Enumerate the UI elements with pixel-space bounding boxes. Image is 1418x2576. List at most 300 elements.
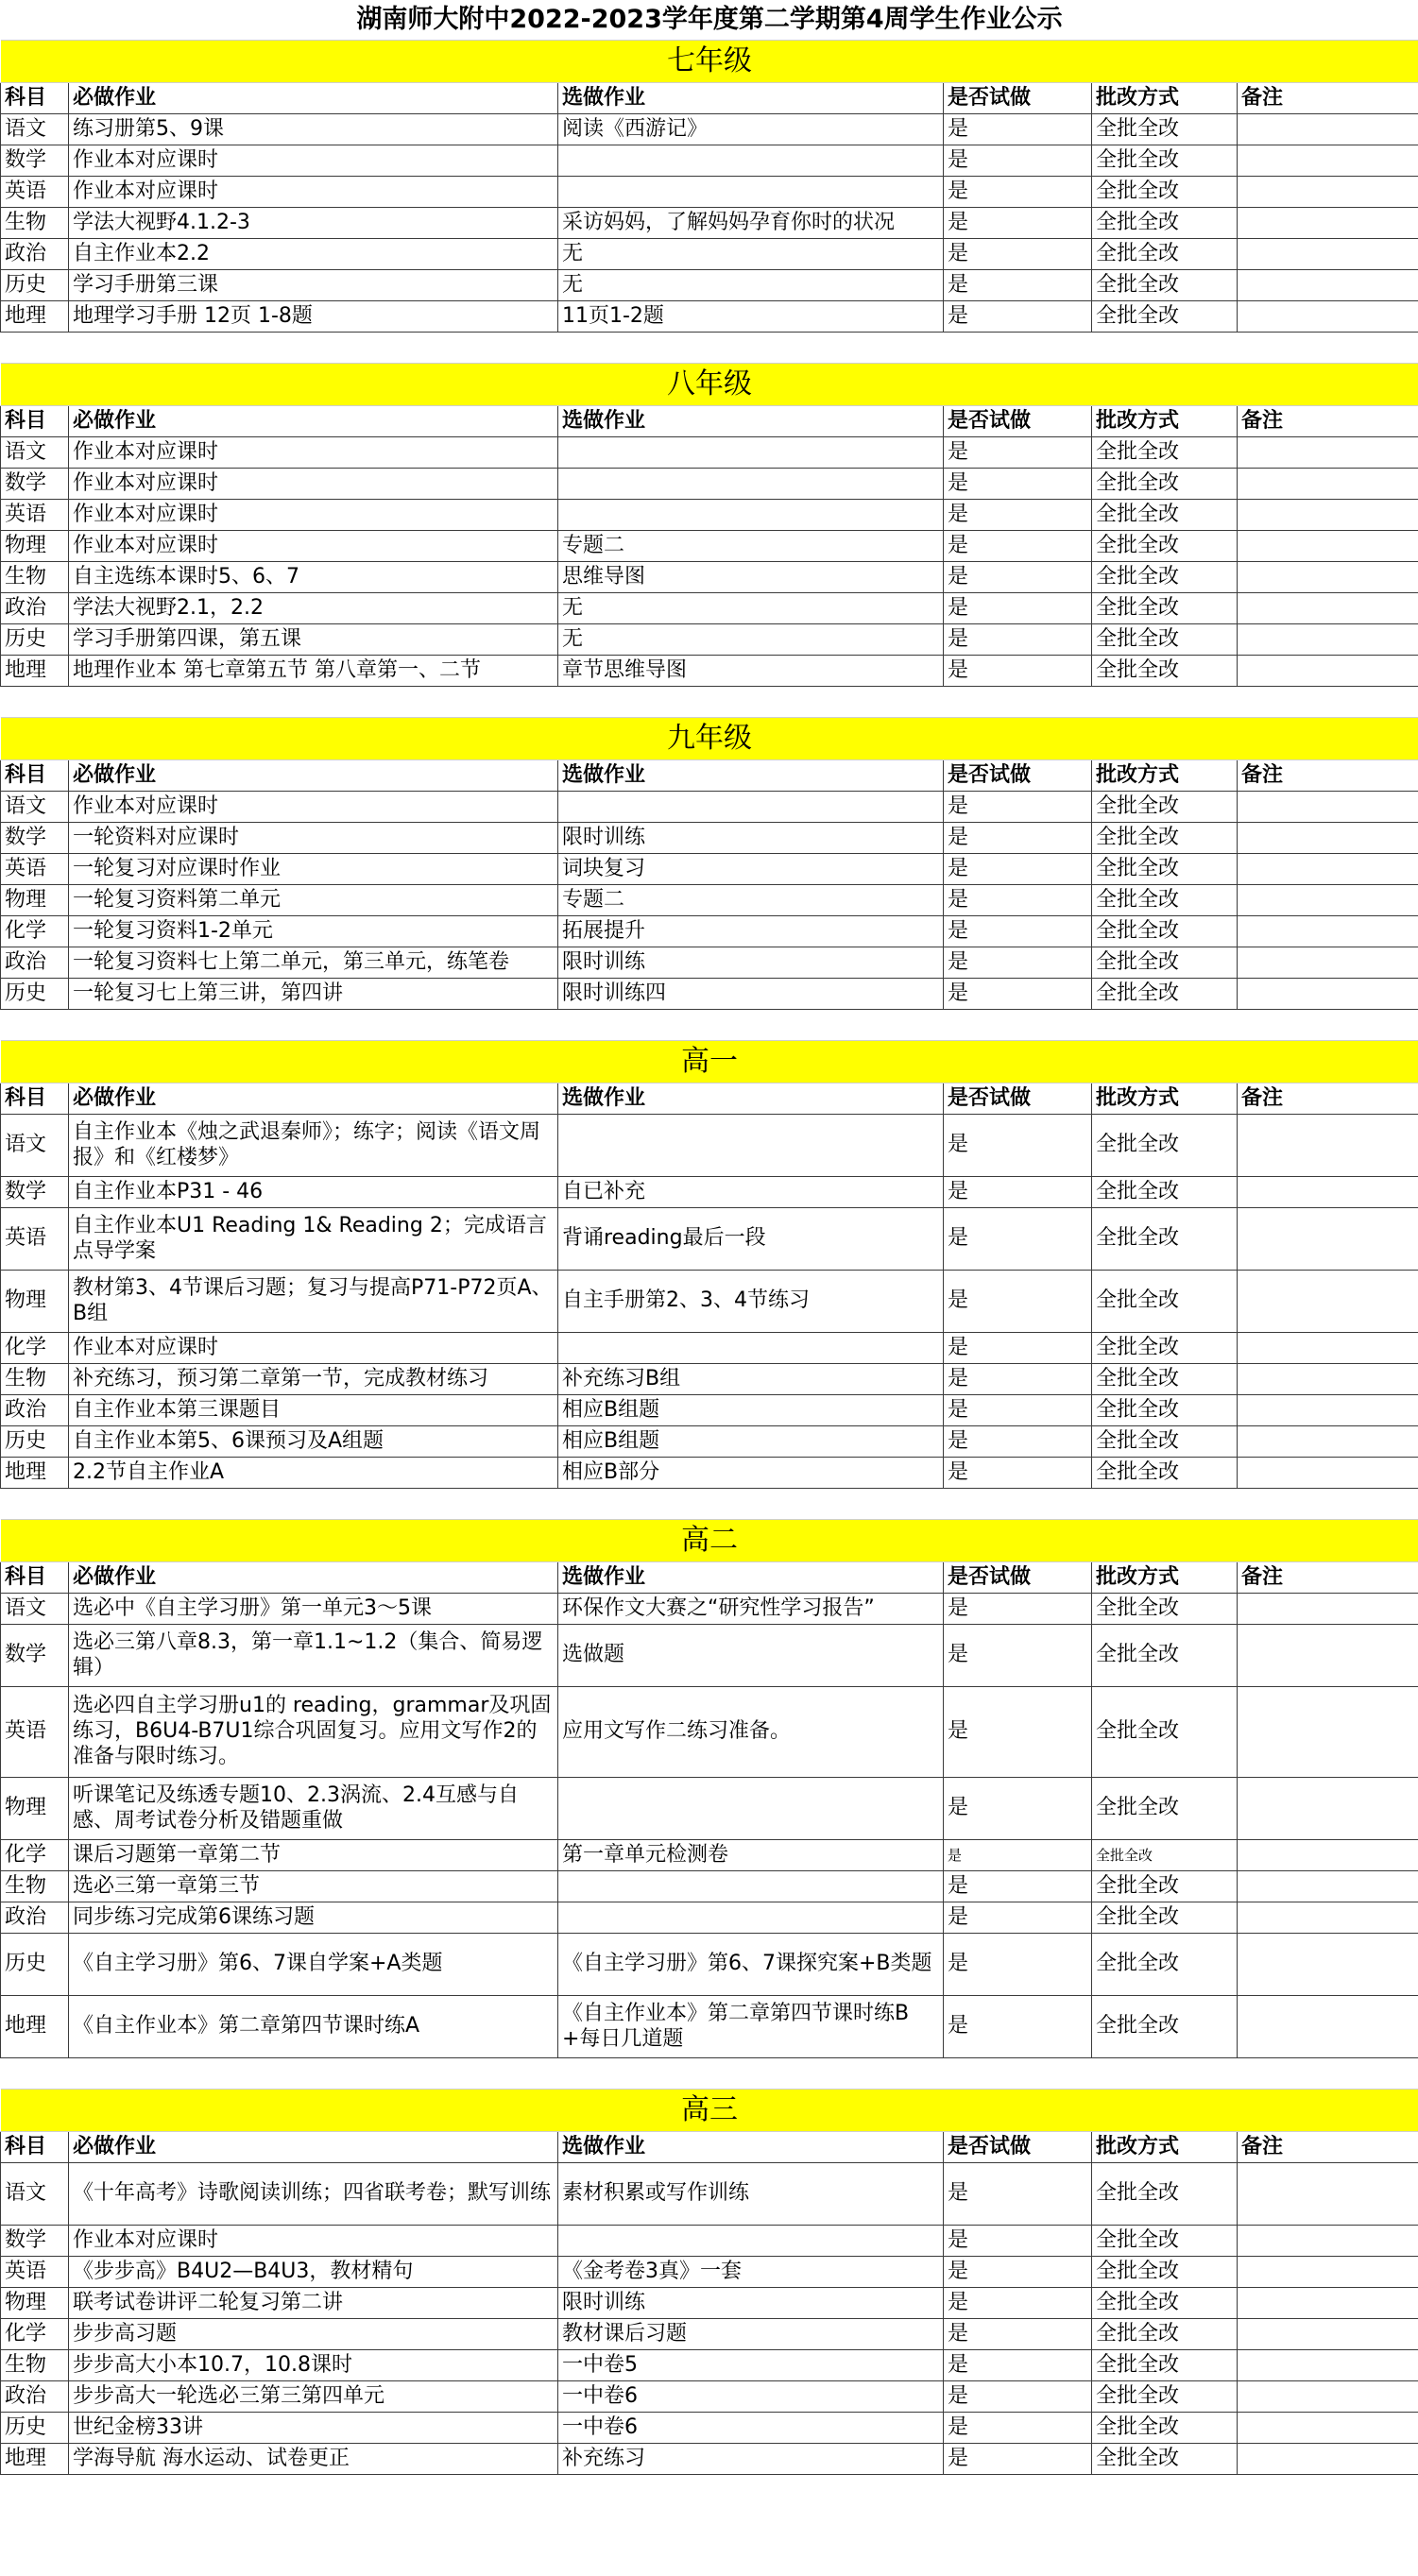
optional-cell[interactable]: 相应B组题 (558, 1395, 944, 1426)
optional-cell[interactable] (558, 1333, 944, 1364)
subject-cell[interactable]: 数学 (1, 145, 69, 177)
note-cell[interactable] (1238, 2257, 1418, 2288)
grading-cell[interactable]: 全批全改 (1092, 177, 1238, 208)
tried-cell[interactable]: 是 (944, 437, 1092, 469)
subject-cell[interactable]: 英语 (1, 500, 69, 531)
note-cell[interactable] (1238, 885, 1418, 916)
grade-label[interactable]: 八年级 (1, 364, 1418, 406)
grading-cell[interactable]: 全批全改 (1092, 885, 1238, 916)
grading-cell[interactable]: 全批全改 (1092, 1395, 1238, 1426)
tried-cell[interactable]: 是 (944, 2226, 1092, 2257)
optional-cell[interactable]: 限时训练 (558, 947, 944, 979)
note-cell[interactable] (1238, 500, 1418, 531)
note-cell[interactable] (1238, 979, 1418, 1010)
tried-cell[interactable]: 是 (944, 270, 1092, 301)
note-cell[interactable] (1238, 1902, 1418, 1934)
column-header[interactable]: 选做作业 (558, 406, 944, 437)
subject-cell[interactable]: 历史 (1, 2413, 69, 2444)
required-cell[interactable]: 《自主学习册》第6、7课自学案+A类题 (69, 1934, 558, 1996)
note-cell[interactable] (1238, 792, 1418, 823)
note-cell[interactable] (1238, 1778, 1418, 1840)
tried-cell[interactable]: 是 (944, 1271, 1092, 1333)
tried-cell[interactable]: 是 (944, 208, 1092, 239)
required-cell[interactable]: 2.2节自主作业A (69, 1458, 558, 1489)
required-cell[interactable]: 自主作业本2.2 (69, 239, 558, 270)
grading-cell[interactable]: 全批全改 (1092, 2257, 1238, 2288)
subject-cell[interactable]: 物理 (1, 2288, 69, 2319)
subject-cell[interactable]: 化学 (1, 2319, 69, 2350)
required-cell[interactable]: 作业本对应课时 (69, 177, 558, 208)
tried-cell[interactable]: 是 (944, 1177, 1092, 1208)
optional-cell[interactable]: 词块复习 (558, 854, 944, 885)
subject-cell[interactable]: 历史 (1, 1934, 69, 1996)
grading-cell[interactable]: 全批全改 (1092, 1115, 1238, 1177)
tried-cell[interactable]: 是 (944, 1115, 1092, 1177)
grading-cell[interactable]: 全批全改 (1092, 239, 1238, 270)
subject-cell[interactable]: 地理 (1, 656, 69, 687)
required-cell[interactable]: 作业本对应课时 (69, 145, 558, 177)
required-cell[interactable]: 地理作业本 第七章第五节 第八章第一、二节 (69, 656, 558, 687)
optional-cell[interactable] (558, 177, 944, 208)
grading-cell[interactable]: 全批全改 (1092, 916, 1238, 947)
note-cell[interactable] (1238, 1840, 1418, 1871)
optional-cell[interactable]: 补充练习B组 (558, 1364, 944, 1395)
column-header[interactable]: 备注 (1238, 83, 1418, 114)
subject-cell[interactable]: 英语 (1, 1687, 69, 1778)
subject-cell[interactable]: 语文 (1, 437, 69, 469)
tried-cell[interactable]: 是 (944, 177, 1092, 208)
subject-cell[interactable]: 政治 (1, 2381, 69, 2413)
optional-cell[interactable]: 环保作文大赛之“研究性学习报告” (558, 1594, 944, 1625)
grading-cell[interactable]: 全批全改 (1092, 1426, 1238, 1458)
note-cell[interactable] (1238, 270, 1418, 301)
column-header[interactable]: 科目 (1, 760, 69, 792)
required-cell[interactable]: 听课笔记及练透专题10、2.3涡流、2.4互感与自感、周考试卷分析及错题重做 (69, 1778, 558, 1840)
required-cell[interactable]: 学习手册第四课，第五课 (69, 624, 558, 656)
subject-cell[interactable]: 物理 (1, 1778, 69, 1840)
tried-cell[interactable]: 是 (944, 2444, 1092, 2475)
column-header[interactable]: 备注 (1238, 760, 1418, 792)
tried-cell[interactable]: 是 (944, 1996, 1092, 2058)
required-cell[interactable]: 《自主作业本》第二章第四节课时练A (69, 1996, 558, 2058)
subject-cell[interactable]: 生物 (1, 1871, 69, 1902)
optional-cell[interactable] (558, 437, 944, 469)
tried-cell[interactable]: 是 (944, 854, 1092, 885)
column-header[interactable]: 是否试做 (944, 83, 1092, 114)
grading-cell[interactable]: 全批全改 (1092, 593, 1238, 624)
tried-cell[interactable]: 是 (944, 2381, 1092, 2413)
grading-cell[interactable]: 全批全改 (1092, 1271, 1238, 1333)
grading-cell[interactable]: 全批全改 (1092, 1687, 1238, 1778)
required-cell[interactable]: 作业本对应课时 (69, 1333, 558, 1364)
note-cell[interactable] (1238, 1271, 1418, 1333)
tried-cell[interactable]: 是 (944, 1871, 1092, 1902)
grading-cell[interactable]: 全批全改 (1092, 1840, 1238, 1871)
note-cell[interactable] (1238, 301, 1418, 333)
column-header[interactable]: 必做作业 (69, 406, 558, 437)
column-header[interactable]: 是否试做 (944, 1083, 1092, 1115)
subject-cell[interactable]: 地理 (1, 2444, 69, 2475)
subject-cell[interactable]: 数学 (1, 469, 69, 500)
tried-cell[interactable]: 是 (944, 885, 1092, 916)
subject-cell[interactable]: 地理 (1, 1996, 69, 2058)
tried-cell[interactable]: 是 (944, 1902, 1092, 1934)
optional-cell[interactable] (558, 1778, 944, 1840)
note-cell[interactable] (1238, 2319, 1418, 2350)
tried-cell[interactable]: 是 (944, 1458, 1092, 1489)
column-header[interactable]: 批改方式 (1092, 760, 1238, 792)
grading-cell[interactable]: 全批全改 (1092, 114, 1238, 145)
required-cell[interactable]: 步步高大一轮选必三第三第四单元 (69, 2381, 558, 2413)
optional-cell[interactable]: 无 (558, 239, 944, 270)
required-cell[interactable]: 选必中《自主学习册》第一单元3～5课 (69, 1594, 558, 1625)
tried-cell[interactable]: 是 (944, 531, 1092, 562)
tried-cell[interactable]: 是 (944, 947, 1092, 979)
optional-cell[interactable]: 章节思维导图 (558, 656, 944, 687)
grading-cell[interactable]: 全批全改 (1092, 1177, 1238, 1208)
tried-cell[interactable]: 是 (944, 823, 1092, 854)
subject-cell[interactable]: 政治 (1, 593, 69, 624)
required-cell[interactable]: 教材第3、4节课后习题；复习与提高P71-P72页A、B组 (69, 1271, 558, 1333)
optional-cell[interactable]: 第一章单元检测卷 (558, 1840, 944, 1871)
optional-cell[interactable]: 《金考卷3真》一套 (558, 2257, 944, 2288)
required-cell[interactable]: 作业本对应课时 (69, 2226, 558, 2257)
required-cell[interactable]: 联考试卷讲评二轮复习第二讲 (69, 2288, 558, 2319)
subject-cell[interactable]: 语文 (1, 2163, 69, 2226)
grade-label[interactable]: 高二 (1, 1520, 1418, 1562)
column-header[interactable]: 批改方式 (1092, 2132, 1238, 2163)
required-cell[interactable]: 自主作业本P31 - 46 (69, 1177, 558, 1208)
subject-cell[interactable]: 数学 (1, 1177, 69, 1208)
grading-cell[interactable]: 全批全改 (1092, 2350, 1238, 2381)
tried-cell[interactable]: 是 (944, 2413, 1092, 2444)
note-cell[interactable] (1238, 1364, 1418, 1395)
optional-cell[interactable]: 相应B组题 (558, 1426, 944, 1458)
optional-cell[interactable]: 专题二 (558, 885, 944, 916)
column-header[interactable]: 必做作业 (69, 2132, 558, 2163)
subject-cell[interactable]: 政治 (1, 239, 69, 270)
tried-cell[interactable]: 是 (944, 1840, 1092, 1871)
grading-cell[interactable]: 全批全改 (1092, 656, 1238, 687)
optional-cell[interactable]: 11页1-2题 (558, 301, 944, 333)
grading-cell[interactable]: 全批全改 (1092, 1778, 1238, 1840)
grade-label[interactable]: 高三 (1, 2090, 1418, 2132)
note-cell[interactable] (1238, 208, 1418, 239)
subject-cell[interactable]: 历史 (1, 270, 69, 301)
column-header[interactable]: 是否试做 (944, 760, 1092, 792)
note-cell[interactable] (1238, 1458, 1418, 1489)
optional-cell[interactable]: 无 (558, 624, 944, 656)
note-cell[interactable] (1238, 1115, 1418, 1177)
subject-cell[interactable]: 语文 (1, 1594, 69, 1625)
required-cell[interactable]: 作业本对应课时 (69, 500, 558, 531)
grading-cell[interactable]: 全批全改 (1092, 854, 1238, 885)
required-cell[interactable]: 作业本对应课时 (69, 469, 558, 500)
tried-cell[interactable]: 是 (944, 2257, 1092, 2288)
tried-cell[interactable]: 是 (944, 145, 1092, 177)
required-cell[interactable]: 地理学习手册 12页 1-8题 (69, 301, 558, 333)
optional-cell[interactable]: 自已补充 (558, 1177, 944, 1208)
note-cell[interactable] (1238, 437, 1418, 469)
optional-cell[interactable]: 相应B部分 (558, 1458, 944, 1489)
required-cell[interactable]: 同步练习完成第6课练习题 (69, 1902, 558, 1934)
note-cell[interactable] (1238, 1177, 1418, 1208)
grading-cell[interactable]: 全批全改 (1092, 1458, 1238, 1489)
column-header[interactable]: 必做作业 (69, 83, 558, 114)
column-header[interactable]: 批改方式 (1092, 1083, 1238, 1115)
subject-cell[interactable]: 物理 (1, 885, 69, 916)
tried-cell[interactable]: 是 (944, 1426, 1092, 1458)
column-header[interactable]: 必做作业 (69, 1562, 558, 1594)
note-cell[interactable] (1238, 2350, 1418, 2381)
note-cell[interactable] (1238, 1594, 1418, 1625)
subject-cell[interactable]: 历史 (1, 1426, 69, 1458)
tried-cell[interactable]: 是 (944, 1594, 1092, 1625)
grading-cell[interactable]: 全批全改 (1092, 437, 1238, 469)
column-header[interactable]: 批改方式 (1092, 1562, 1238, 1594)
tried-cell[interactable]: 是 (944, 593, 1092, 624)
optional-cell[interactable]: 一中卷6 (558, 2413, 944, 2444)
subject-cell[interactable]: 数学 (1, 823, 69, 854)
required-cell[interactable]: 步步高大小本10.7，10.8课时 (69, 2350, 558, 2381)
grading-cell[interactable]: 全批全改 (1092, 2163, 1238, 2226)
grading-cell[interactable]: 全批全改 (1092, 562, 1238, 593)
column-header[interactable]: 选做作业 (558, 83, 944, 114)
column-header[interactable]: 备注 (1238, 406, 1418, 437)
tried-cell[interactable]: 是 (944, 1934, 1092, 1996)
note-cell[interactable] (1238, 1625, 1418, 1687)
optional-cell[interactable]: 《自主学习册》第6、7课探究案+B类题 (558, 1934, 944, 1996)
column-header[interactable]: 科目 (1, 1562, 69, 1594)
subject-cell[interactable]: 语文 (1, 1115, 69, 1177)
required-cell[interactable]: 选必三第一章第三节 (69, 1871, 558, 1902)
note-cell[interactable] (1238, 114, 1418, 145)
required-cell[interactable]: 学习手册第三课 (69, 270, 558, 301)
subject-cell[interactable]: 语文 (1, 792, 69, 823)
column-header[interactable]: 备注 (1238, 2132, 1418, 2163)
note-cell[interactable] (1238, 593, 1418, 624)
required-cell[interactable]: 补充练习，预习第二章第一节，完成教材练习 (69, 1364, 558, 1395)
required-cell[interactable]: 《十年高考》诗歌阅读训练；四省联考卷；默写训练 (69, 2163, 558, 2226)
optional-cell[interactable]: 思维导图 (558, 562, 944, 593)
subject-cell[interactable]: 数学 (1, 1625, 69, 1687)
subject-cell[interactable]: 英语 (1, 1208, 69, 1271)
required-cell[interactable]: 学法大视野2.1，2.2 (69, 593, 558, 624)
note-cell[interactable] (1238, 624, 1418, 656)
optional-cell[interactable] (558, 500, 944, 531)
grading-cell[interactable]: 全批全改 (1092, 979, 1238, 1010)
column-header[interactable]: 备注 (1238, 1083, 1418, 1115)
column-header[interactable]: 批改方式 (1092, 83, 1238, 114)
tried-cell[interactable]: 是 (944, 114, 1092, 145)
optional-cell[interactable]: 教材课后习题 (558, 2319, 944, 2350)
tried-cell[interactable]: 是 (944, 1208, 1092, 1271)
subject-cell[interactable]: 化学 (1, 1840, 69, 1871)
required-cell[interactable]: 选必四自主学习册u1的 reading，grammar及巩固练习，B6U4-B7U1综合巩固复习。应用文写作2的准备与限时练习。 (69, 1687, 558, 1778)
grading-cell[interactable]: 全批全改 (1092, 531, 1238, 562)
grading-cell[interactable]: 全批全改 (1092, 1594, 1238, 1625)
note-cell[interactable] (1238, 1934, 1418, 1996)
optional-cell[interactable]: 限时训练 (558, 823, 944, 854)
required-cell[interactable]: 学海导航 海水运动、试卷更正 (69, 2444, 558, 2475)
subject-cell[interactable]: 化学 (1, 916, 69, 947)
grading-cell[interactable]: 全批全改 (1092, 1934, 1238, 1996)
subject-cell[interactable]: 数学 (1, 2226, 69, 2257)
note-cell[interactable] (1238, 1687, 1418, 1778)
column-header[interactable]: 科目 (1, 2132, 69, 2163)
note-cell[interactable] (1238, 2444, 1418, 2475)
grading-cell[interactable]: 全批全改 (1092, 2226, 1238, 2257)
tried-cell[interactable]: 是 (944, 500, 1092, 531)
grading-cell[interactable]: 全批全改 (1092, 1902, 1238, 1934)
grading-cell[interactable]: 全批全改 (1092, 1208, 1238, 1271)
column-header[interactable]: 是否试做 (944, 1562, 1092, 1594)
subject-cell[interactable]: 生物 (1, 562, 69, 593)
optional-cell[interactable]: 《自主作业本》第二章第四节课时练B+每日几道题 (558, 1996, 944, 2058)
tried-cell[interactable]: 是 (944, 1333, 1092, 1364)
required-cell[interactable]: 一轮资料对应课时 (69, 823, 558, 854)
optional-cell[interactable] (558, 145, 944, 177)
note-cell[interactable] (1238, 854, 1418, 885)
tried-cell[interactable]: 是 (944, 624, 1092, 656)
tried-cell[interactable]: 是 (944, 2163, 1092, 2226)
optional-cell[interactable]: 拓展提升 (558, 916, 944, 947)
note-cell[interactable] (1238, 2288, 1418, 2319)
note-cell[interactable] (1238, 1996, 1418, 2058)
column-header[interactable]: 科目 (1, 406, 69, 437)
subject-cell[interactable]: 政治 (1, 1395, 69, 1426)
required-cell[interactable]: 世纪金榜33讲 (69, 2413, 558, 2444)
required-cell[interactable]: 一轮复习七上第三讲，第四讲 (69, 979, 558, 1010)
column-header[interactable]: 是否试做 (944, 406, 1092, 437)
grading-cell[interactable]: 全批全改 (1092, 2319, 1238, 2350)
optional-cell[interactable] (558, 1902, 944, 1934)
optional-cell[interactable]: 无 (558, 270, 944, 301)
subject-cell[interactable]: 物理 (1, 531, 69, 562)
tried-cell[interactable]: 是 (944, 1778, 1092, 1840)
required-cell[interactable]: 一轮复习资料1-2单元 (69, 916, 558, 947)
note-cell[interactable] (1238, 656, 1418, 687)
required-cell[interactable]: 作业本对应课时 (69, 531, 558, 562)
note-cell[interactable] (1238, 1871, 1418, 1902)
required-cell[interactable]: 步步高习题 (69, 2319, 558, 2350)
optional-cell[interactable]: 一中卷5 (558, 2350, 944, 2381)
grading-cell[interactable]: 全批全改 (1092, 1625, 1238, 1687)
note-cell[interactable] (1238, 531, 1418, 562)
optional-cell[interactable] (558, 792, 944, 823)
required-cell[interactable]: 自主作业本第三课题目 (69, 1395, 558, 1426)
subject-cell[interactable]: 历史 (1, 979, 69, 1010)
optional-cell[interactable]: 补充练习 (558, 2444, 944, 2475)
optional-cell[interactable]: 专题二 (558, 531, 944, 562)
subject-cell[interactable]: 地理 (1, 301, 69, 333)
optional-cell[interactable]: 素材积累或写作训练 (558, 2163, 944, 2226)
tried-cell[interactable]: 是 (944, 2319, 1092, 2350)
subject-cell[interactable]: 英语 (1, 177, 69, 208)
grading-cell[interactable]: 全批全改 (1092, 2381, 1238, 2413)
subject-cell[interactable]: 政治 (1, 947, 69, 979)
subject-cell[interactable]: 英语 (1, 2257, 69, 2288)
tried-cell[interactable]: 是 (944, 2350, 1092, 2381)
subject-cell[interactable]: 英语 (1, 854, 69, 885)
optional-cell[interactable]: 采访妈妈，了解妈妈孕育你时的状况 (558, 208, 944, 239)
grading-cell[interactable]: 全批全改 (1092, 301, 1238, 333)
grading-cell[interactable]: 全批全改 (1092, 2444, 1238, 2475)
subject-cell[interactable]: 生物 (1, 2350, 69, 2381)
grading-cell[interactable]: 全批全改 (1092, 1871, 1238, 1902)
subject-cell[interactable]: 历史 (1, 624, 69, 656)
grading-cell[interactable]: 全批全改 (1092, 823, 1238, 854)
column-header[interactable]: 选做作业 (558, 760, 944, 792)
note-cell[interactable] (1238, 145, 1418, 177)
required-cell[interactable]: 练习册第5、9课 (69, 114, 558, 145)
column-header[interactable]: 必做作业 (69, 760, 558, 792)
note-cell[interactable] (1238, 2413, 1418, 2444)
note-cell[interactable] (1238, 2163, 1418, 2226)
note-cell[interactable] (1238, 2226, 1418, 2257)
tried-cell[interactable]: 是 (944, 979, 1092, 1010)
column-header[interactable]: 科目 (1, 1083, 69, 1115)
subject-cell[interactable]: 生物 (1, 208, 69, 239)
column-header[interactable]: 选做作业 (558, 1083, 944, 1115)
tried-cell[interactable]: 是 (944, 1687, 1092, 1778)
subject-cell[interactable]: 语文 (1, 114, 69, 145)
grading-cell[interactable]: 全批全改 (1092, 624, 1238, 656)
optional-cell[interactable]: 阅读《西游记》 (558, 114, 944, 145)
optional-cell[interactable] (558, 1115, 944, 1177)
note-cell[interactable] (1238, 1333, 1418, 1364)
required-cell[interactable]: 作业本对应课时 (69, 792, 558, 823)
required-cell[interactable]: 自主作业本U1 Reading 1& Reading 2；完成语言点导学案 (69, 1208, 558, 1271)
required-cell[interactable]: 自主作业本《烛之武退秦师》；练字；阅读《语文周报》和《红楼梦》 (69, 1115, 558, 1177)
grading-cell[interactable]: 全批全改 (1092, 270, 1238, 301)
note-cell[interactable] (1238, 947, 1418, 979)
grading-cell[interactable]: 全批全改 (1092, 1996, 1238, 2058)
optional-cell[interactable]: 背诵reading最后一段 (558, 1208, 944, 1271)
required-cell[interactable]: 自主选练本课时5、6、7 (69, 562, 558, 593)
column-header[interactable]: 是否试做 (944, 2132, 1092, 2163)
tried-cell[interactable]: 是 (944, 562, 1092, 593)
required-cell[interactable]: 学法大视野4.1.2-3 (69, 208, 558, 239)
note-cell[interactable] (1238, 1426, 1418, 1458)
required-cell[interactable]: 《步步高》B4U2—B4U3，教材精句 (69, 2257, 558, 2288)
required-cell[interactable]: 一轮复习资料第二单元 (69, 885, 558, 916)
tried-cell[interactable]: 是 (944, 2288, 1092, 2319)
note-cell[interactable] (1238, 469, 1418, 500)
tried-cell[interactable]: 是 (944, 916, 1092, 947)
subject-cell[interactable]: 生物 (1, 1364, 69, 1395)
tried-cell[interactable]: 是 (944, 301, 1092, 333)
grading-cell[interactable]: 全批全改 (1092, 500, 1238, 531)
grading-cell[interactable]: 全批全改 (1092, 2288, 1238, 2319)
grading-cell[interactable]: 全批全改 (1092, 1364, 1238, 1395)
note-cell[interactable] (1238, 2381, 1418, 2413)
note-cell[interactable] (1238, 239, 1418, 270)
grading-cell[interactable]: 全批全改 (1092, 792, 1238, 823)
tried-cell[interactable]: 是 (944, 239, 1092, 270)
column-header[interactable]: 必做作业 (69, 1083, 558, 1115)
tried-cell[interactable]: 是 (944, 469, 1092, 500)
required-cell[interactable]: 一轮复习对应课时作业 (69, 854, 558, 885)
subject-cell[interactable]: 地理 (1, 1458, 69, 1489)
optional-cell[interactable] (558, 469, 944, 500)
column-header[interactable]: 选做作业 (558, 2132, 944, 2163)
optional-cell[interactable] (558, 2226, 944, 2257)
grading-cell[interactable]: 全批全改 (1092, 1333, 1238, 1364)
column-header[interactable]: 备注 (1238, 1562, 1418, 1594)
subject-cell[interactable]: 物理 (1, 1271, 69, 1333)
required-cell[interactable]: 自主作业本第5、6课预习及A组题 (69, 1426, 558, 1458)
